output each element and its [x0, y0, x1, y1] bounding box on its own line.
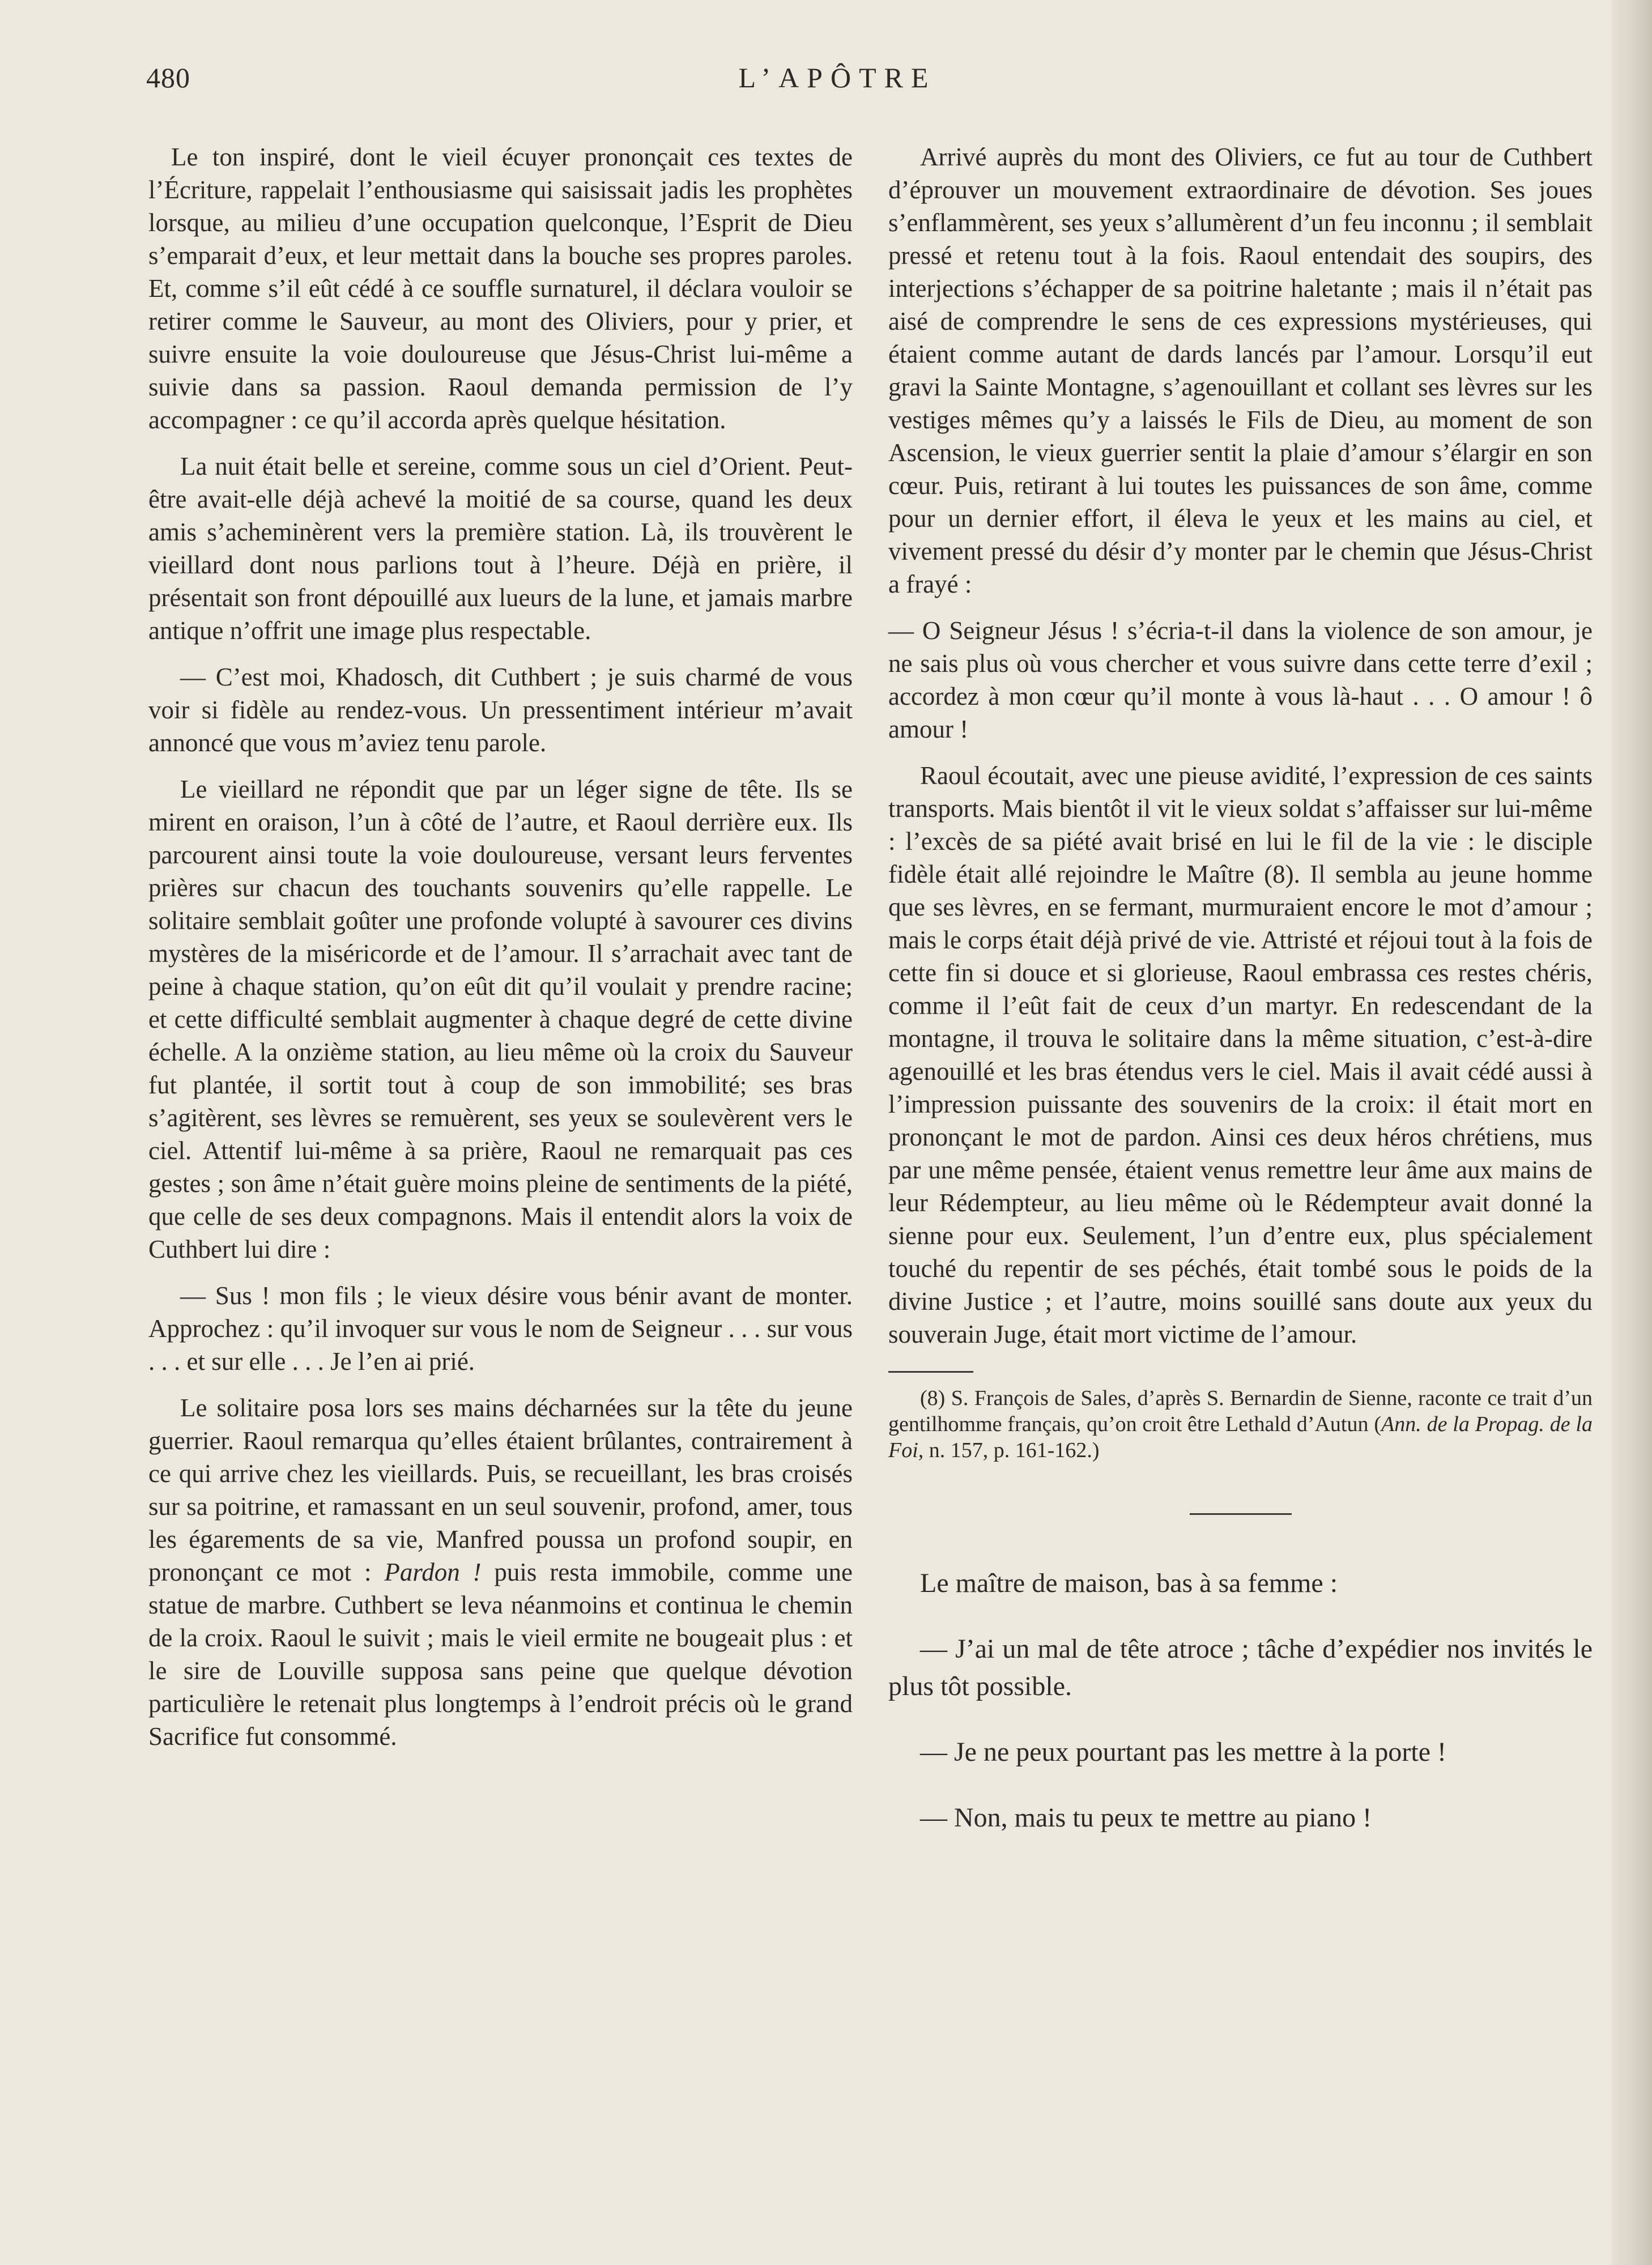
- paragraph: — O Seigneur Jésus ! s’écria-t-il dans la violence de son amour, je ne sais plus où vous chercher et vous suivre dans cette terre d’exil ; accordez à mon cœur qu’il monte à vous là-haut . . . O amour ! ô amour !: [888, 616, 1593, 743]
- left-column: [148, 141, 853, 1766]
- page-edge-shadow: [1612, 0, 1652, 2265]
- anecdote-line: Le maître de maison, bas à sa femme :: [920, 1568, 1338, 1598]
- paragraph: [148, 1391, 853, 1753]
- anecdote: [888, 1565, 1593, 1837]
- paragraph: La nuit était belle et sereine, comme sous un ciel d’Orient. Peut-être avait-elle déjà achevé la moitié de sa course, quand les deux amis s’acheminèrent vers la première station. Là, ils trouvèrent le vieillard dont nous parlions tout à l’heure. Déjà en prière, il présentait son front dépouillé aux lueurs de la lune, et jamais marbre antique n’offrit une image plus respectable.: [148, 452, 853, 645]
- paragraph: Le ton inspiré, dont le vieil écuyer prononçait ces textes de l’Écriture, rappelait l’enthousiasme qui saisissait jadis les prophètes lorsque, au milieu d’une occupation quelconque, l’Esprit de Dieu s’emparait d’eux, et leur mettait dans la bouche ses propres paroles. Et, comme s’il eût cédé à ce souffle surnaturel, il déclara vouloir se retirer comme le Sauveur, au mont des Oliviers, pour y prier, et suivre ensuite la voie douloureuse que Jésus-Christ lui-même a suivie dans sa passion. Raoul demanda permission de l’y accompagner : ce qu’il accorda après quelque hésitation.: [148, 143, 853, 434]
- footnote-text: (8) S. François de Sales, d’après S. Bernardin de Sienne, raconte ce trait d’un gentilhomme français, qu’on croit être Lethald d’Autun (: [888, 1386, 1593, 1436]
- anecdote-line: — J’ai un mal de tête atroce ; tâche d’expédier nos invités le plus tôt possible.: [888, 1634, 1593, 1701]
- paragraph: Arrivé auprès du mont des Oliviers, ce fut au tour de Cuthbert d’éprouver un mouvement extraordinaire de dévotion. Ses joues s’enflammèrent, ses yeux s’allumèrent d’un feu inconnu ; il semblait pressé et retenu tout à la fois. Raoul entendait des soupirs, des interjections s’échapper de sa poitrine haletante ; mais il n’était pas aisé de comprendre le sens de ces expressions mystérieuses, qui étaient comme autant de dards lancés par l’amour. Lorsqu’il eut gravi la Sainte Montagne, s’agenouillant et collant ses lèvres sur les vestiges mêmes qu’y a laissés le Fils de Dieu, au moment de son Ascension, le vieux guerrier sentit la plaie d’amour s’élargir en son cœur. Puis, retirant à lui toutes les puissances de son âme, comme pour un dernier effort, il éleva le yeux et les mains au ciel, et vivement pressé du désir d’y monter par le chemin que Jésus-Christ a frayé :: [888, 143, 1593, 598]
- footnote-citation: Ann. de la Propag. de la Foi,: [888, 1412, 1593, 1462]
- anecdote-line: — Non, mais tu peux te mettre au piano !: [920, 1803, 1372, 1833]
- italic-word-pardon: Pardon !: [384, 1558, 482, 1586]
- footnote-text: n. 157, p. 161-162.): [923, 1438, 1100, 1462]
- footnote: [888, 1385, 1593, 1463]
- paragraph: Raoul écoutait, avec une pieuse avidité, l’expression de ces saints transports. Mais bientôt il vit le vieux soldat s’affaisser sur lui-même : l’excès de sa piété avait brisé en lui le fil de la vie : le disciple fidèle était allé rejoindre le Maître (8). Il sembla au jeune homme que ses lèvres, en se fermant, murmuraient encore le mot d’amour ; mais le corps était déjà privé de vie. Attristé et réjoui tout à la fois de cette fin si douce et si glorieuse, Raoul embrassa ces restes chéris, comme il l’eût fait de ceux d’un martyr. En redescendant de la montagne, il trouva le solitaire dans la même situation, c’est-à-dire agenouillé et les bras étendus vers le ciel. Mais il avait cédé aussi à l’impression puissante des souvenirs de la croix: il était mort en prononçant le mot de pardon. Ainsi ces deux héros chrétiens, mus par une même pensée, étaient venus remettre leur âme aux mains de leur Rédempteur, au lieu même où le Rédempteur avait donné la sienne pour eux. Seulement, l’un d’entre eux, plus spécialement touché du repentir de ses péchés, était tombé sous le poids de la divine Justice ; et l’autre, moins souillé sans doute aux yeux du souverain Juge, était mort victime de l’amour.: [888, 761, 1593, 1348]
- paragraph-text: Le solitaire posa lors ses mains décharnées sur la tête du jeune guerrier. Raoul remarqua qu’elles étaient brûlantes, contrairement à ce qui arrive chez les vieillards. Puis, se recueillant, les bras croisés sur sa poitrine, et ramassant en un seul souvenir, profond, amer, tous les égarements de sa vie, Manfred poussa un profond soupir, en prononçant ce mot :: [148, 1394, 853, 1586]
- right-column: [888, 141, 1593, 1865]
- anecdote-line: — Je ne peux pourtant pas les mettre à la porte !: [920, 1737, 1447, 1767]
- section-divider: [1190, 1513, 1292, 1515]
- paragraph: Le vieillard ne répondit que par un léger signe de tête. Ils se mirent en oraison, l’un à côté de l’autre, et Raoul derrière eux. Ils parcourent ainsi toute la voie douloureuse, versant leurs ferventes prières sur chacun des touchants souvenirs qu’elle rappelle. Le solitaire semblait goûter une profonde volupté à savourer ces divins mystères de la miséricorde et de l’amour. Il s’arrachait avec tant de peine à chaque station, qu’on eût dit qu’il voulait y prendre racine; et cette difficulté semblait augmenter à chaque degré de cette divine échelle. A la onzième station, au lieu même où la croix du Sauveur fut plantée, il sortit tout à coup de son immobilité; ses bras s’agitèrent, ses lèvres se remuèrent, ses yeux se soulevèrent vers le ciel. Attentif lui-même à sa prière, Raoul ne remarquait pas ces gestes ; son âme n’était guère moins pleine de sentiments de la piété, que celle de ses deux compagnons. Mais il entendit alors la voix de Cuthbert lui dire :: [148, 775, 853, 1263]
- page-header: [0, 57, 1652, 108]
- page-number: 480: [146, 62, 190, 93]
- paragraph-text: puis resta immobile, comme une statue de marbre. Cuthbert se leva néanmoins et continua le chemin de la croix. Raoul le suivit ; mais le vieil ermite ne bougeait plus : et le sire de Louville supposa sans peine que quelque dévotion particulière le retenait plus longtemps à l’endroit précis où le grand Sacrifice fut consommé.: [148, 1558, 853, 1751]
- footnote-rule: [888, 1371, 973, 1373]
- paragraph: — C’est moi, Khadosch, dit Cuthbert ; je suis charmé de vous voir si fidèle au rendez-vous. Un pressentiment intérieur m’avait annoncé que vous m’aviez tenu parole.: [148, 663, 853, 757]
- paragraph: — Sus ! mon fils ; le vieux désire vous bénir avant de monter. Approchez : qu’il invoquer sur vous le nom de Seigneur . . . sur vous . . . et sur elle . . . Je l’en ai prié.: [148, 1281, 853, 1376]
- running-title: L’APÔTRE: [738, 62, 936, 93]
